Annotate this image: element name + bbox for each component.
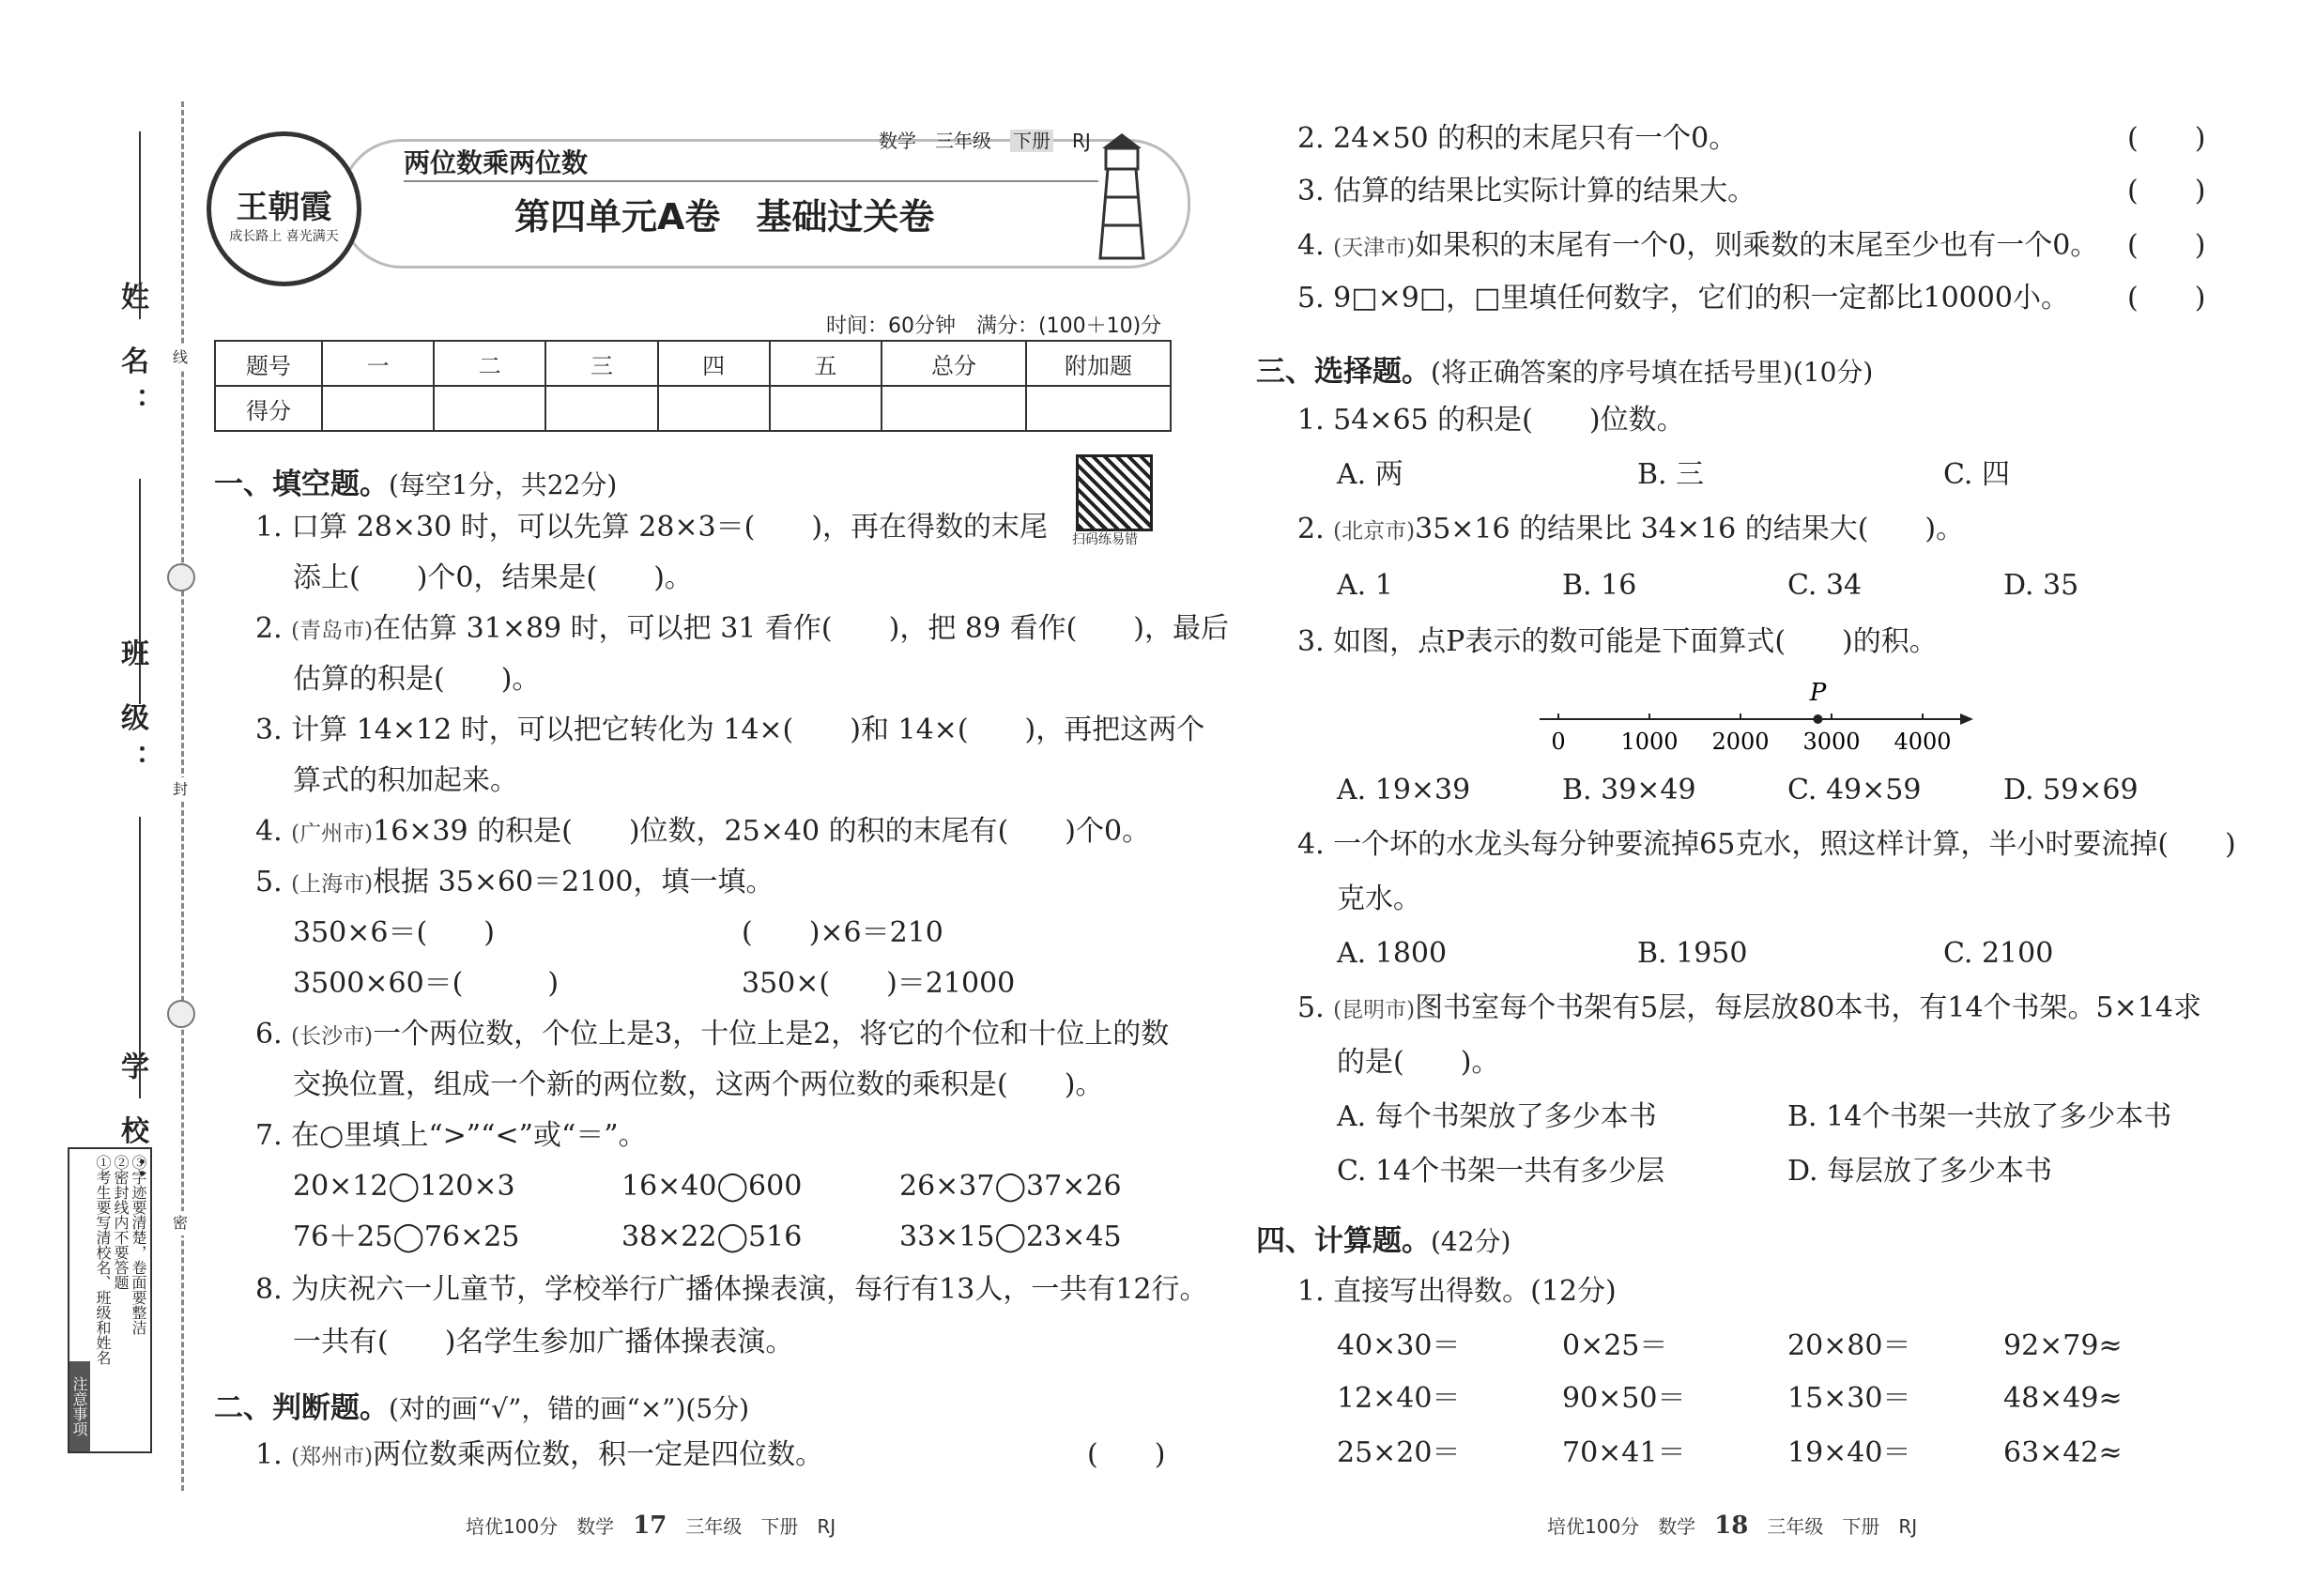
number-line-tick-label: 1000	[1620, 729, 1679, 755]
number-line-tick-label: 3000	[1802, 729, 1861, 755]
page-number-17: 17	[633, 1512, 667, 1540]
binding-hole-icon	[167, 563, 195, 591]
calc-item: 15×30＝	[1787, 1382, 1911, 1415]
number-line-point	[1813, 714, 1822, 724]
notice-title: 注意事项	[69, 1361, 90, 1451]
class-line	[139, 479, 141, 704]
name-line	[139, 131, 141, 319]
calc-item: 12×40＝	[1337, 1382, 1461, 1415]
school-label: 学 校：	[115, 1051, 148, 1199]
notice-1: ①考生要写清校名、班级和姓名	[94, 1155, 112, 1365]
class-label: 班 级：	[115, 638, 148, 786]
time-info: 时间：60分钟 满分：(100＋10)分	[826, 315, 1162, 338]
score-cell[interactable]	[882, 386, 1026, 431]
answer-paren[interactable]: ( )	[2127, 229, 2206, 262]
footer-left: 培优100分 数学 17 三年级 下册 RJ	[466, 1512, 836, 1540]
answer-paren[interactable]: ( )	[1087, 1438, 1166, 1471]
number-line	[1530, 676, 1981, 760]
number-line-tick-label: 2000	[1711, 729, 1770, 755]
lighthouse-icon	[1080, 131, 1164, 263]
calc-item: 40×30＝	[1337, 1329, 1461, 1362]
score-cell[interactable]	[322, 386, 434, 431]
score-cell[interactable]	[1026, 386, 1171, 431]
section-2-title: 二、判断题。(对的画“√”，错的画“×”)(5分)	[214, 1391, 750, 1425]
brand-sub-2: 喜光满天	[285, 229, 339, 244]
page-number-18: 18	[1714, 1512, 1749, 1540]
calc-item: 25×20＝	[1337, 1436, 1461, 1469]
cut-mark-seal: 封	[170, 777, 191, 802]
calc-item: 19×40＝	[1787, 1436, 1911, 1469]
qr-code-icon	[1076, 454, 1153, 531]
school-line	[139, 817, 141, 1098]
score-cell[interactable]	[770, 386, 882, 431]
brand-name: 王朝霞	[236, 189, 332, 226]
notice-box	[68, 1147, 152, 1453]
page-title: 第四单元A卷 基础过关卷	[514, 196, 935, 238]
topic-label: 两位数乘两位数	[404, 147, 589, 178]
section-1-title: 一、填空题。(每空1分，共22分)	[214, 468, 618, 501]
calc-item: 0×25＝	[1562, 1329, 1668, 1362]
cut-mark-secret: 密	[170, 1211, 191, 1235]
binding-hole-icon	[167, 1000, 195, 1028]
score-cell[interactable]	[545, 386, 657, 431]
notice-3: ③字迹要清楚，卷面要整洁	[130, 1155, 147, 1335]
score-table: 题号 一 二 三 四 五 总分 附加题 得分	[214, 340, 1172, 432]
score-cell[interactable]	[658, 386, 770, 431]
footer-right: 培优100分 数学 18 三年级 下册 RJ	[1547, 1512, 1918, 1540]
calc-item: 48×49≈	[2003, 1382, 2123, 1415]
name-label: 姓 名：	[115, 282, 148, 429]
calc-item: 92×79≈	[2003, 1329, 2123, 1362]
section-3-title: 三、选择题。(将正确答案的序号填在括号里)(10分)	[1256, 355, 1874, 389]
calc-item: 90×50＝	[1562, 1382, 1686, 1415]
answer-paren[interactable]: ( )	[2127, 282, 2206, 315]
notice-2: ②密封线内不要答题	[112, 1155, 130, 1290]
calc-item: 70×41＝	[1562, 1436, 1686, 1469]
answer-paren[interactable]: ( )	[2127, 175, 2206, 207]
brand-sub-1: 成长路上	[229, 229, 283, 244]
score-row-label: 得分	[215, 386, 322, 431]
section-4-title: 四、计算题。(42分)	[1256, 1224, 1511, 1258]
calc-item: 63×42≈	[2003, 1436, 2123, 1469]
number-line-tick-label: 4000	[1894, 729, 1952, 755]
answer-paren[interactable]: ( )	[2127, 122, 2206, 155]
cut-mark-line: 线	[170, 345, 191, 370]
number-line-tick-label: 0	[1551, 729, 1566, 755]
number-line-point-label: P	[1809, 679, 1827, 707]
score-cell[interactable]	[434, 386, 545, 431]
qr-caption: 扫码练易错	[1072, 532, 1138, 547]
calc-item: 20×80＝	[1787, 1329, 1911, 1362]
header-meta: 数学 三年级 下册 RJ	[879, 130, 1091, 152]
brand-logo	[207, 131, 361, 286]
